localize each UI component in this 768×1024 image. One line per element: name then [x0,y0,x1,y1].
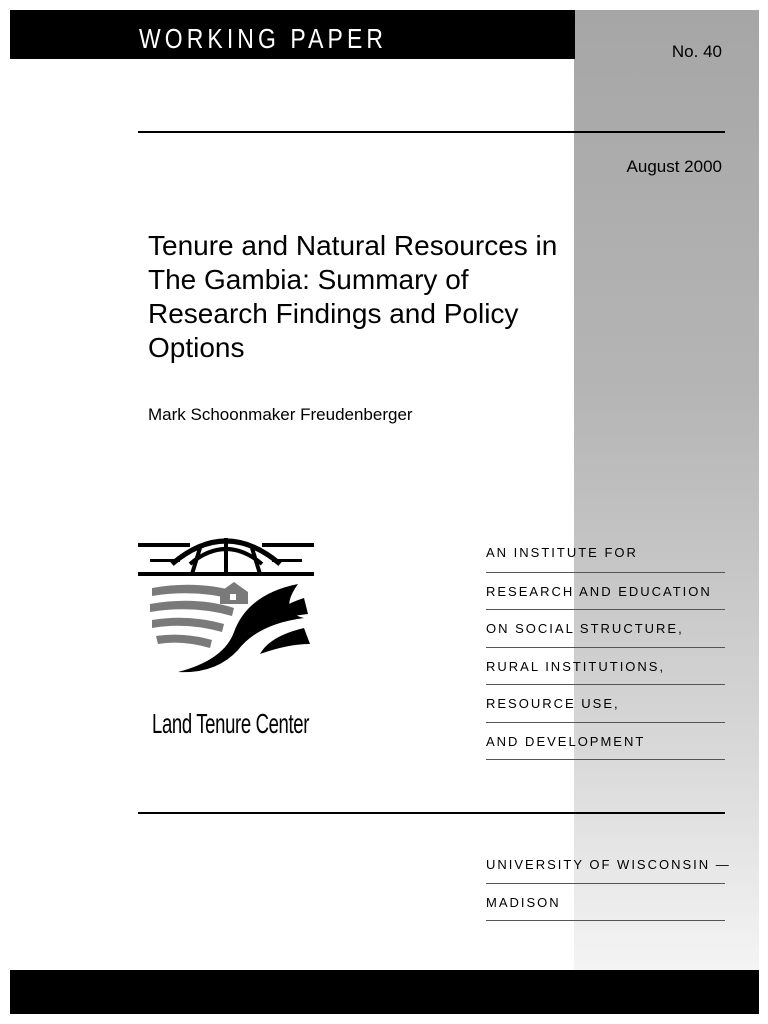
mission-line: AND DEVELOPMENT [486,723,725,761]
university-line: MADISON [486,884,725,922]
gray-side-band [574,10,759,970]
logo-wordmark: Land Tenure Center [152,708,310,739]
footer-bar [10,970,759,1014]
issue-number: No. 40 [671,42,722,61]
mission-line: ON SOCIAL STRUCTURE, [486,610,725,648]
paper-title: Tenure and Natural Resources in The Gambia: Summary of Research Findings and Policy Options [148,230,558,363]
mission-line: RESOURCE USE, [486,685,725,723]
top-divider [138,131,725,133]
mission-line: RESEARCH AND EDUCATION [486,573,725,611]
bottom-divider [138,812,725,814]
land-tenure-center-emblem [138,532,314,682]
mission-line: AN INSTITUTE FOR [486,535,725,573]
institute-description [486,535,725,760]
author-name: Mark Schoonmaker Freudenberger [148,405,413,424]
mission-line: RURAL INSTITUTIONS, [486,648,725,686]
university-line: UNIVERSITY OF WISCONSIN — [486,846,725,884]
university-block [486,846,731,921]
series-title: WORKING PAPER [139,23,388,54]
publication-date: August 2000 [626,157,722,176]
